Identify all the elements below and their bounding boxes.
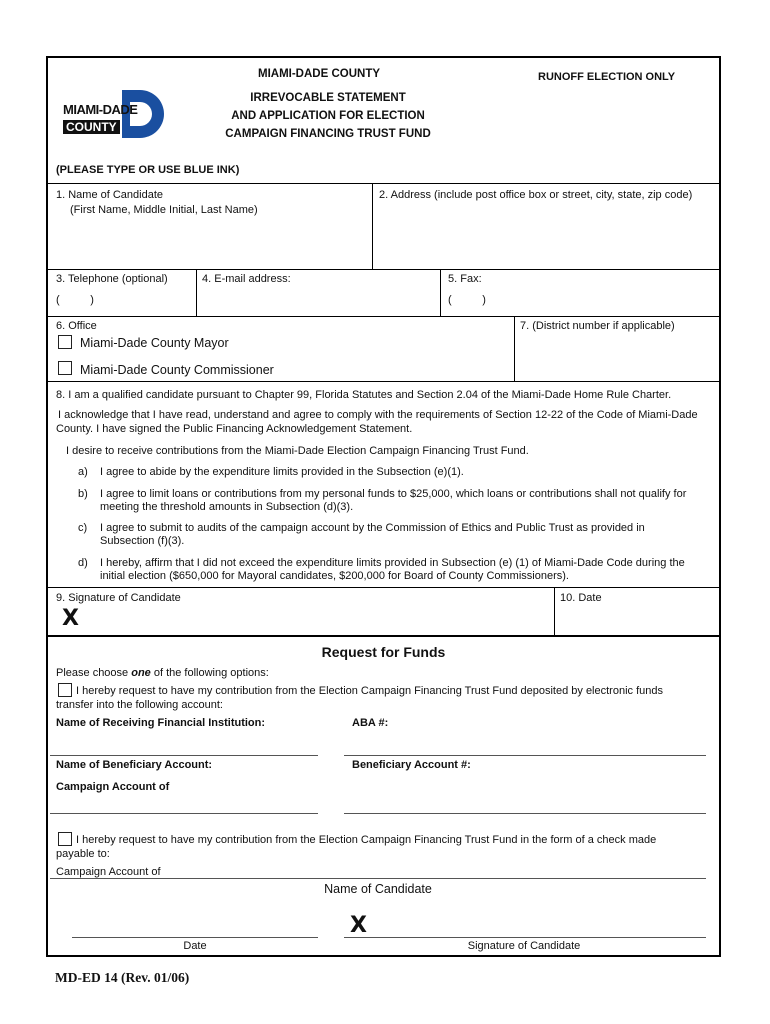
acknowledgement-line-1: I acknowledge that I have read, understand and agree to comply with the requirements of Section 12-22 of the Code of Miami-Dade [58,409,698,421]
campaign-account-bold-label: Campaign Account of [56,781,170,793]
date-label: 10. Date [560,592,602,604]
option-1-line-1: I hereby request to have my contribution from the Election Campaign Financing Trust Fund deposited by electronic funds [76,685,663,697]
address-field[interactable] [376,186,716,266]
beneficiary-number-label: Beneficiary Account #: [352,759,471,771]
telephone-field[interactable] [50,288,194,314]
divider [48,635,719,637]
aba-line [344,755,706,756]
date-field[interactable] [556,608,716,632]
logo-text-bottom: COUNTY [63,120,120,134]
county-heading: MIAMI-DADE COUNTY [258,68,381,80]
beneficiary-number-field[interactable] [344,774,706,812]
logo-text-top: MIAMI-DADE [63,102,138,117]
beneficiary-field[interactable] [50,792,318,812]
acknowledgement-line-2: County. I have signed the Public Financing Acknowledgement Statement. [56,423,413,435]
institution-label: Name of Receiving Financial Institution: [56,717,266,729]
request-title: Request for Funds [321,644,446,660]
beneficiary-line [50,813,318,814]
commissioner-checkbox[interactable] [58,361,72,375]
signature-x-mark: X [62,606,79,631]
option-2-line-2: payable to: [56,848,110,860]
mayor-option-label: Miami-Dade County Mayor [80,336,229,350]
divider [196,269,197,316]
county-logo [60,88,170,138]
field-7-label: 7. (District number if applicable) [520,320,675,332]
condition-a-letter: a) [78,466,88,478]
divider [48,381,719,382]
divider [554,587,555,635]
condition-b-text: I agree to limit loans or contributions from my personal funds to $25,000, which loans or contributions shall not qualify for [100,488,687,500]
aba-field[interactable] [344,732,706,754]
check-signature-line [344,937,706,938]
form-frame [46,56,721,957]
check-payment-checkbox[interactable] [58,832,72,846]
signature-field[interactable] [88,606,548,632]
beneficiary-number-line [344,813,706,814]
condition-c-letter: c) [78,522,88,534]
condition-a-text: I agree to abide by the expenditure limits provided in the Subsection (e)(1). [100,466,464,478]
institution-field[interactable] [50,732,318,754]
field-2-label: 2. Address (include post office box or street, city, state, zip code) [379,189,693,201]
divider [48,587,719,588]
divider [48,269,719,270]
condition-c-text-2: Subsection (f)(3). [100,535,185,547]
choose-instruction: Please choose one of the following options: [56,667,269,679]
institution-line [50,755,318,756]
candidate-name-field[interactable] [50,186,368,266]
field-6-label: 6. Office [56,320,97,332]
beneficiary-label: Name of Beneficiary Account: [56,759,213,771]
campaign-account-line [50,878,706,879]
option-2-line-1: I hereby request to have my contribution from the Election Campaign Financing Trust Fund in the form of a check made [76,834,657,846]
field-1-sublabel: (First Name, Middle Initial, Last Name) [70,204,258,216]
condition-c-text: I agree to submit to audits of the campaign account by the Commission of Ethics and Public Trust as provided in [100,522,645,534]
condition-b-text-2: meeting the threshold amounts in Subsection (d)(3). [100,501,354,513]
commissioner-option-label: Miami-Dade County Commissioner [80,363,274,377]
field-1-label: 1. Name of Candidate [56,189,164,201]
condition-d-text-2: initial election ($650,000 for Mayoral candidates, $200,000 for Board of County Commissioners). [100,570,569,582]
check-date-line [72,937,318,938]
title-line-1: IRREVOCABLE STATEMENT [250,92,406,104]
aba-label: ABA #: [352,717,389,729]
option-1-line-2: transfer into the following account: [56,699,223,711]
campaign-account-label: Campaign Account of [56,866,161,878]
divider [514,316,515,381]
divider [372,183,373,269]
form-id: MD-ED 14 (Rev. 01/06) [55,970,190,985]
title-line-3: CAMPAIGN FINANCING TRUST FUND [225,128,431,140]
district-number-field[interactable] [516,333,716,379]
electronic-transfer-checkbox[interactable] [58,683,72,697]
ink-note: (PLEASE TYPE OR USE BLUE INK) [56,164,240,176]
fax-field[interactable] [442,288,716,314]
email-field[interactable] [198,288,438,314]
check-signature-caption: Signature of Candidate [467,940,581,952]
divider [440,269,441,316]
title-line-2: AND APPLICATION FOR ELECTION [231,110,425,122]
name-of-candidate-caption: Name of Candidate [324,882,432,896]
divider [48,183,719,184]
condition-d-text: I hereby, affirm that I did not exceed the expenditure limits provided in Subsection (e) (1) of Miami-Dade Code during the [100,557,685,569]
check-date-caption: Date [183,940,207,952]
condition-d-letter: d) [78,557,88,569]
condition-b-letter: b) [78,488,88,500]
divider [48,316,719,317]
qualification-statement: 8. I am a qualified candidate pursuant to Chapter 99, Florida Statutes and Section 2.04 of the Miami-Dade Home Rule Charter. [56,389,672,401]
desire-statement: I desire to receive contributions from the Miami-Dade Election Campaign Financing Trust Fund. [66,445,529,457]
telephone-area-code: ( ) [56,294,94,306]
runoff-label: RUNOFF ELECTION ONLY [538,71,676,83]
check-signature-field[interactable] [374,914,706,936]
check-signature-x-mark: X [350,913,367,938]
fax-area-code: ( ) [448,294,486,306]
field-5-label: 5. Fax: [448,273,482,285]
field-4-label: 4. E-mail address: [202,273,291,285]
field-3-label: 3. Telephone (optional) [56,273,168,285]
signature-label: 9. Signature of Candidate [56,592,181,604]
mayor-checkbox[interactable] [58,335,72,349]
check-date-field[interactable] [72,914,318,936]
